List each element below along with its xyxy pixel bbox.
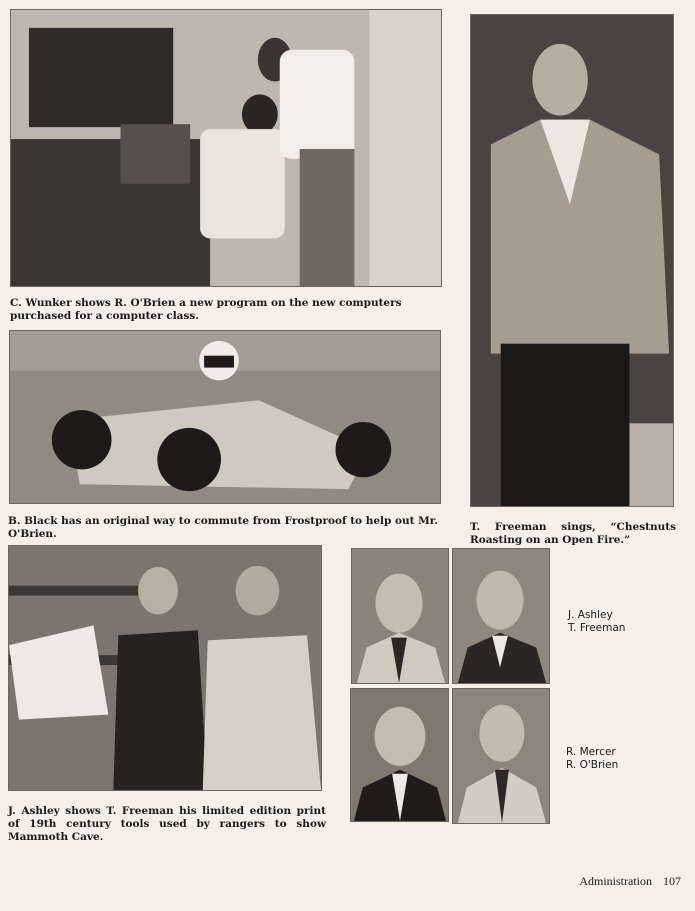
portrait-name: R. O'Brien — [566, 759, 619, 771]
computer-class-photo — [10, 9, 442, 287]
portrait-names-top — [568, 609, 625, 635]
race-car-caption: B. Black has an original way to commute from Frostproof to help out Mr. O'Brien. — [8, 515, 438, 540]
portrait-name: J. Ashley — [568, 609, 613, 621]
page-number: 107 — [663, 874, 681, 888]
singer-caption: T. Freeman sings, “Chestnuts Roasting on an Open Fire.” — [470, 521, 676, 546]
page-footer — [579, 874, 681, 889]
singer-photo — [470, 14, 674, 507]
race-car-photo — [9, 330, 441, 504]
portrait-r-mercer — [350, 688, 449, 822]
portrait-r-obrien — [452, 688, 550, 824]
portrait-t-freeman — [452, 548, 550, 684]
section-title: Administration — [579, 874, 652, 888]
computer-class-caption: C. Wunker shows R. O'Brien a new program on the new computers purchased for a computer class. — [10, 297, 402, 322]
portrait-j-ashley — [351, 548, 449, 684]
portrait-name: R. Mercer — [566, 746, 616, 758]
print-photo — [8, 545, 322, 791]
portrait-names-bottom — [566, 746, 618, 772]
portrait-name: T. Freeman — [568, 622, 626, 634]
print-caption: J. Ashley shows T. Freeman his limited edition print of 19th century tools used by rangers to show Mammoth Cave. — [8, 805, 326, 843]
